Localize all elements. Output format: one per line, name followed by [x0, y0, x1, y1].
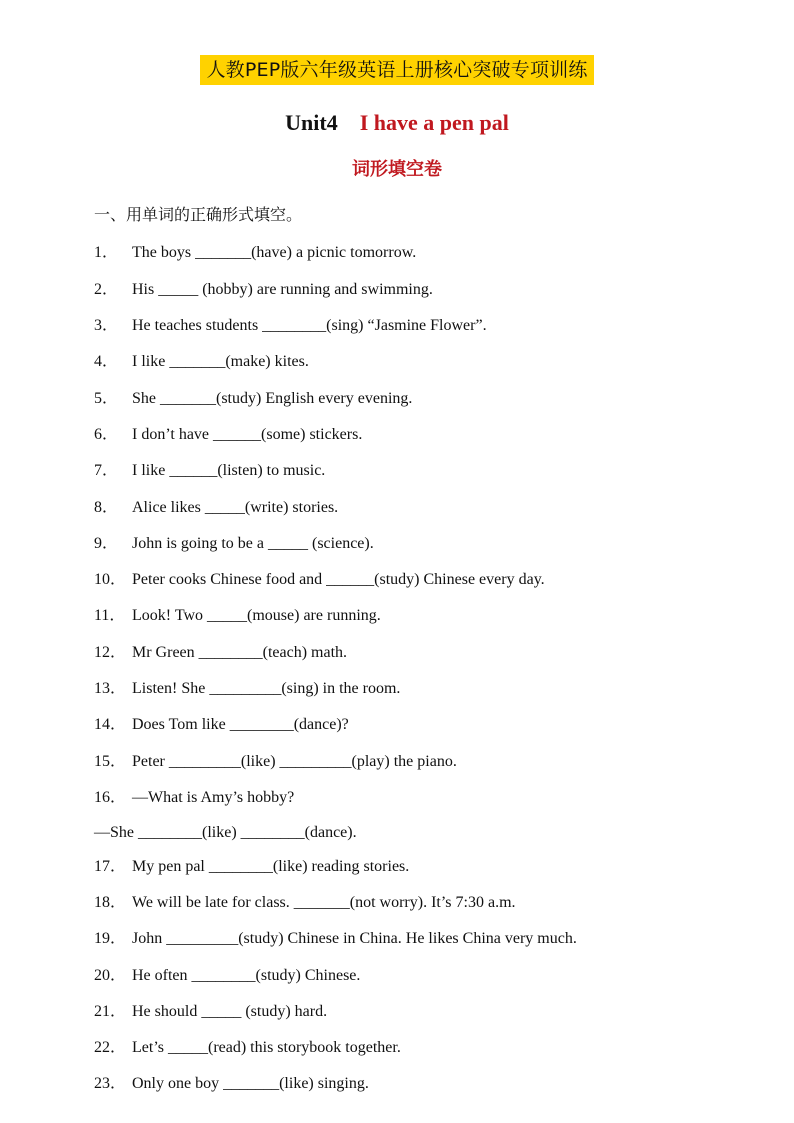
question-text: She _______(study) English every evening.: [132, 390, 413, 407]
question-20: [94, 965, 360, 987]
question-number: 3．: [94, 317, 119, 334]
question-text: John is going to be a _____ (science).: [132, 535, 374, 552]
question-number: 4．: [94, 353, 119, 370]
question-number: 19．: [94, 930, 127, 947]
question-13: [94, 678, 400, 700]
unit-heading: [0, 108, 794, 138]
question-3: [94, 315, 487, 337]
question-number: 20．: [94, 967, 127, 984]
question-10: [94, 569, 545, 591]
question-number: 15．: [94, 753, 127, 770]
question-19: [94, 928, 577, 950]
question-text: Only one boy _______(like) singing.: [132, 1075, 369, 1092]
question-text: I like _______(make) kites.: [132, 353, 309, 370]
question-text: My pen pal ________(like) reading stories.: [132, 858, 410, 875]
question-text: John _________(study) Chinese in China. He likes China very much.: [132, 930, 577, 947]
banner-text: 人教PEP版六年级英语上册核心突破专项训练: [200, 55, 593, 85]
worksheet-subtitle: 词形填空卷: [352, 159, 442, 180]
question-14: [94, 714, 349, 736]
question-number: 17．: [94, 858, 127, 875]
question-number: 2．: [94, 281, 119, 298]
question-text: His _____ (hobby) are running and swimming.: [132, 281, 433, 298]
question-text: Listen! She _________(sing) in the room.: [132, 680, 401, 697]
question-number: 11．: [94, 607, 126, 624]
question-text: Let’s _____(read) this storybook together.: [132, 1039, 401, 1056]
question-number: 6．: [94, 426, 119, 443]
question-21: [94, 1001, 327, 1023]
question-text: He teaches students ________(sing) “Jasmine Flower”.: [132, 317, 487, 334]
question-12: [94, 642, 347, 664]
question-text: The boys _______(have) a picnic tomorrow.: [132, 244, 417, 261]
question-number: 21．: [94, 1003, 127, 1020]
question-text: Does Tom like ________(dance)?: [132, 716, 349, 733]
question-number: 23．: [94, 1075, 127, 1092]
question-1: [94, 242, 416, 264]
question-number: 9．: [94, 535, 119, 552]
question-text: Mr Green ________(teach) math.: [132, 644, 348, 661]
question-6: [94, 424, 362, 446]
question-number: 7．: [94, 462, 119, 479]
question-number: 1．: [94, 244, 119, 261]
question-number: 13．: [94, 680, 127, 697]
question-number: 18．: [94, 894, 127, 911]
question-number: 5．: [94, 390, 119, 407]
question-number: 10．: [94, 571, 127, 588]
question-23: [94, 1073, 369, 1095]
question-text: Look! Two _____(mouse) are running.: [132, 607, 381, 624]
question-2: [94, 279, 433, 301]
question-18: [94, 892, 516, 914]
question-16-answer-line: —She ________(like) ________(dance).: [94, 824, 357, 841]
question-text: Peter _________(like) _________(play) the piano.: [132, 753, 457, 770]
unit-title: I have a pen pal: [359, 110, 509, 135]
question-number: 14．: [94, 716, 127, 733]
question-number: 12．: [94, 644, 127, 661]
question-11: [94, 605, 381, 627]
question-8: [94, 497, 338, 519]
question-text: We will be late for class. _______(not worry). It’s 7:30 a.m.: [132, 894, 516, 911]
question-16: [94, 787, 294, 809]
unit-number: Unit4: [285, 110, 338, 135]
question-number: 16．: [94, 789, 127, 806]
question-22: [94, 1037, 401, 1059]
question-9: [94, 533, 374, 555]
banner-title: [0, 55, 794, 85]
question-text: I like ______(listen) to music.: [132, 462, 326, 479]
question-number: 22．: [94, 1039, 127, 1056]
section-title: 一、用单词的正确形式填空。: [94, 205, 303, 224]
question-4: [94, 351, 309, 373]
question-7: [94, 460, 325, 482]
question-number: 8．: [94, 499, 119, 516]
question-15: [94, 751, 457, 773]
question-5: [94, 388, 412, 410]
question-text: I don’t have ______(some) stickers.: [132, 426, 363, 443]
question-text: Peter cooks Chinese food and ______(study) Chinese every day.: [132, 571, 545, 588]
question-text: He often ________(study) Chinese.: [132, 967, 361, 984]
question-text: —What is Amy’s hobby?: [132, 789, 295, 806]
question-text: He should _____ (study) hard.: [132, 1003, 328, 1020]
question-17: [94, 856, 409, 878]
question-text: Alice likes _____(write) stories.: [132, 499, 339, 516]
